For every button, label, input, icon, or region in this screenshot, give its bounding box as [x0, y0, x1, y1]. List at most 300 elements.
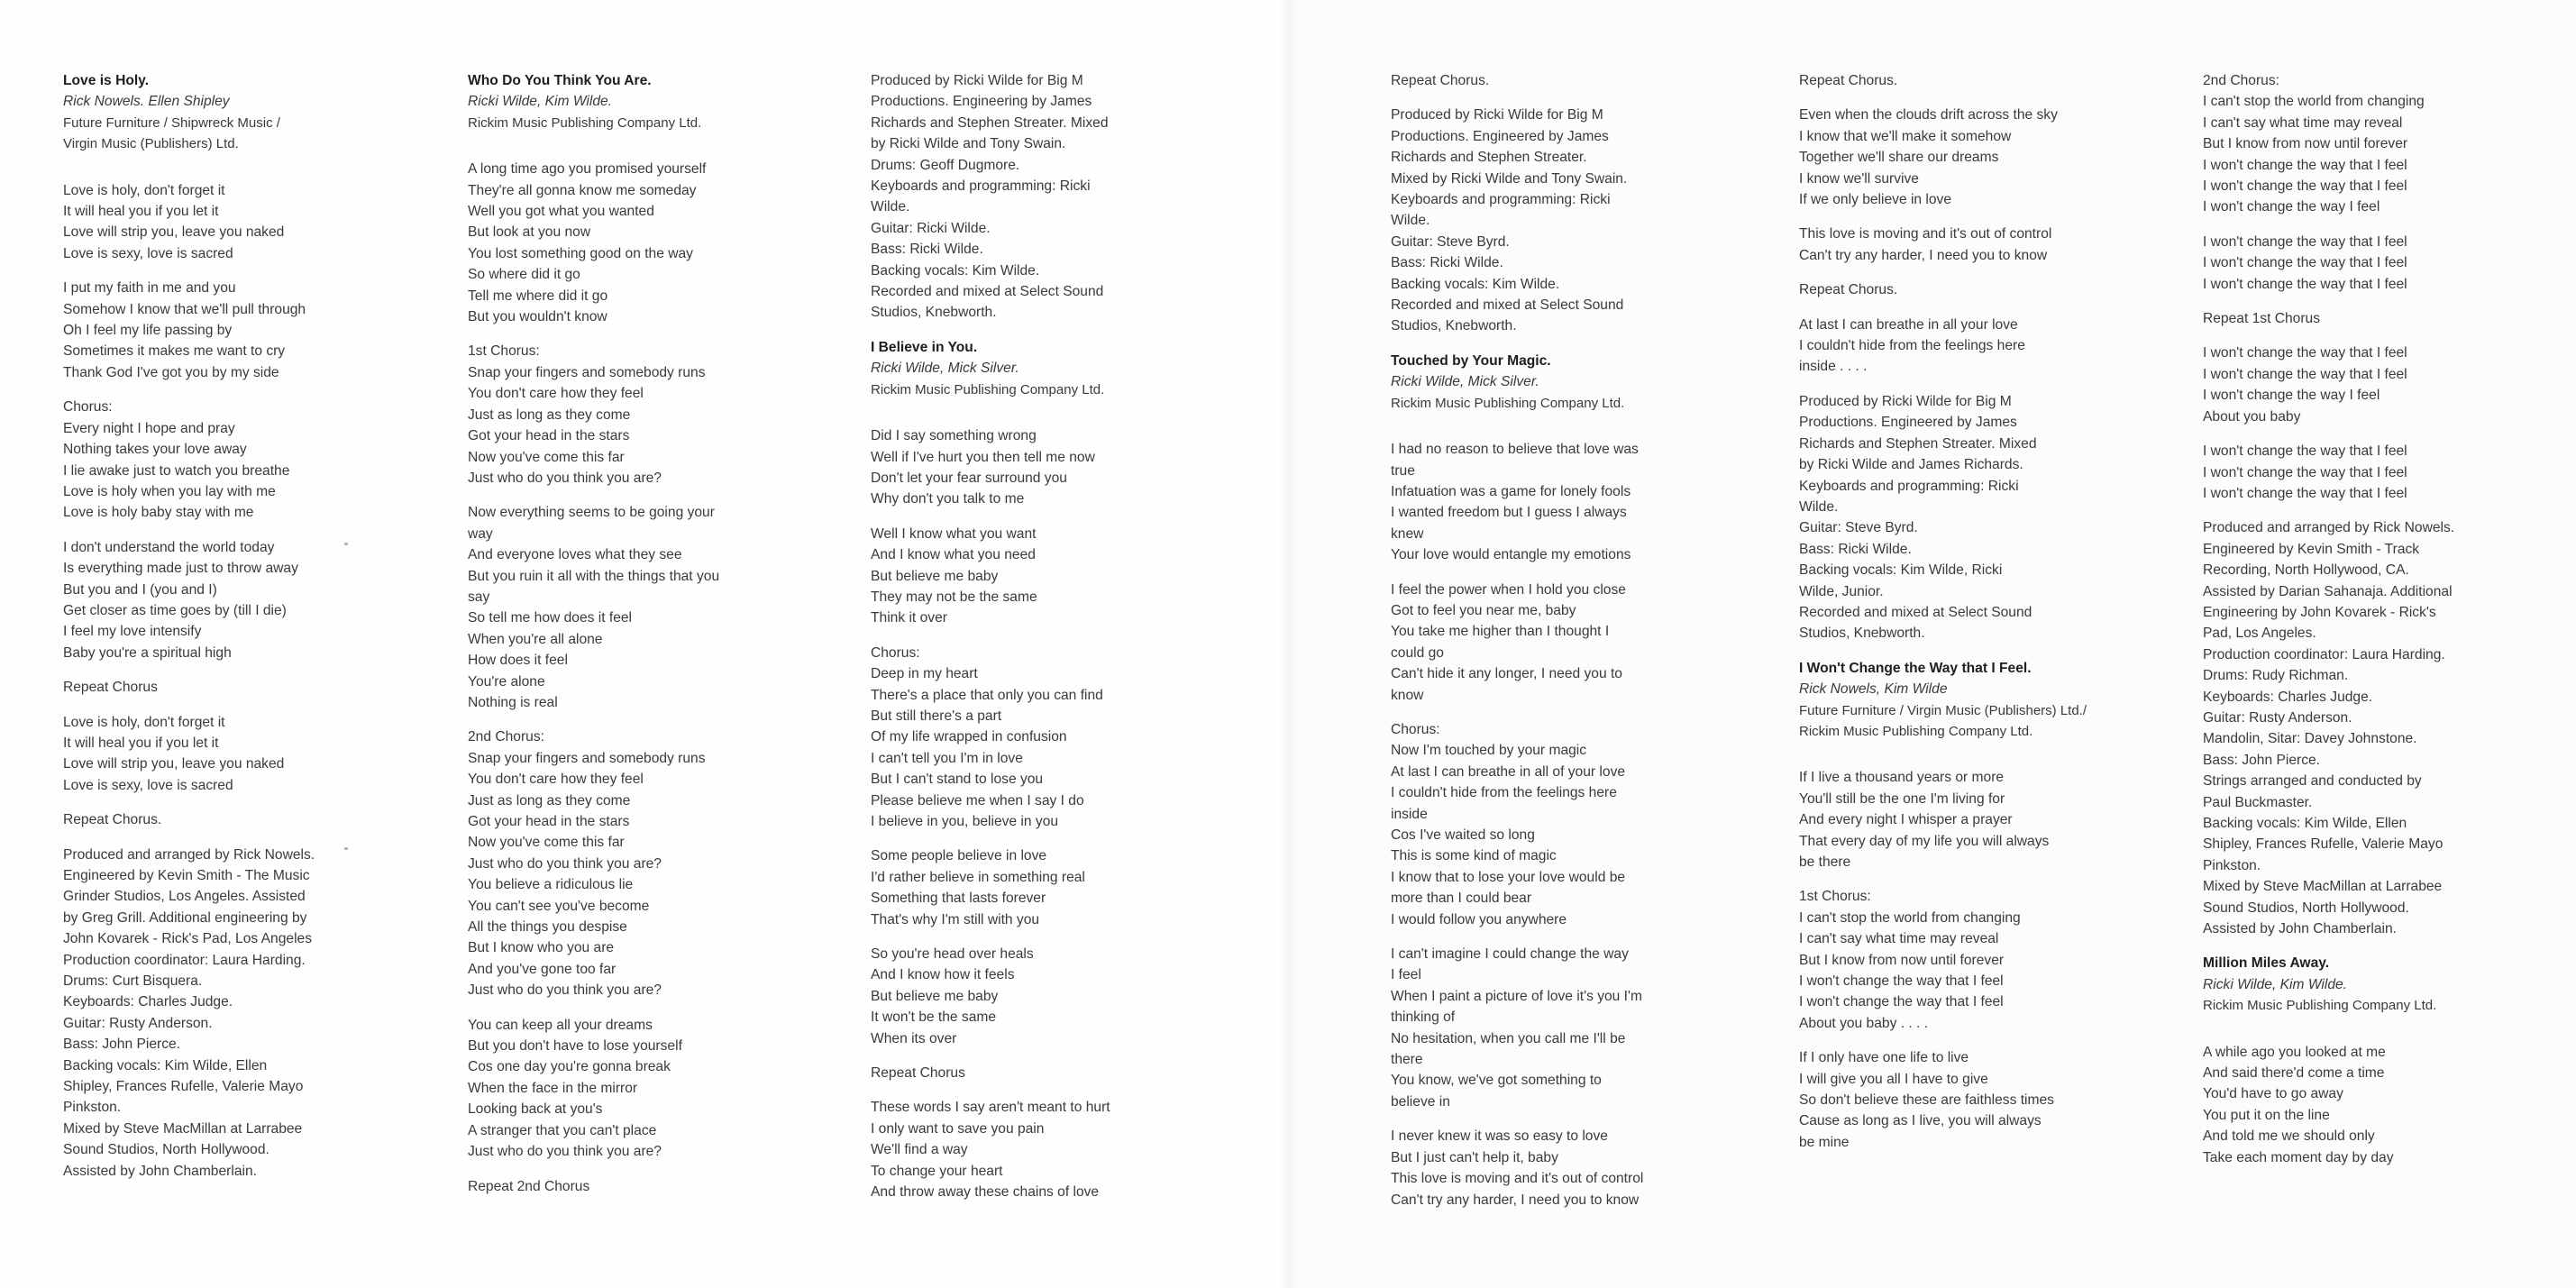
lyric-line: Repeat Chorus [871, 1065, 965, 1082]
lyric-line: Nothing takes your love away [63, 442, 247, 458]
lyric-line: But you ruin it all with the things that you [468, 568, 720, 584]
lyric-line: Wilde, Junior. [1799, 583, 1884, 599]
lyrics-column-6 [2203, 70, 2576, 1168]
stanza-gap [871, 629, 1249, 643]
lyric-line: You know, we've got something to [1391, 1073, 1602, 1089]
song-publisher: Future Furniture / Shipwreck Music / [63, 114, 280, 131]
stanza-gap [468, 133, 846, 159]
lyric-line: And told me we should only [2203, 1128, 2375, 1145]
lyric-line: You can keep all your dreams [468, 1017, 653, 1033]
lyric-line: I put my faith in me and you [63, 280, 236, 297]
lyric-line: Love is holy, don't forget it [63, 714, 225, 730]
stanza-gap [2203, 218, 2576, 232]
lyric-line: Backing vocals: Kim Wilde, Ricki [1799, 562, 2003, 579]
lyric-line: Studios, Knebworth. [871, 305, 997, 321]
stanza-gap [63, 383, 442, 397]
lyric-line: Shipley, Frances Rufelle, Valerie Mayo [2203, 836, 2444, 853]
stanza-gap [468, 327, 846, 341]
lyric-line: Productions. Engineered by James [1391, 128, 1609, 144]
stanza-gap [1799, 742, 2178, 767]
lyric-line: Together we'll share our dreams [1799, 150, 1999, 166]
lyric-line: I will give you all I have to give [1799, 1071, 1988, 1087]
lyric-line: But I just can't help it, baby [1391, 1149, 1558, 1165]
lyric-line: Keyboards and programming: Ricki [871, 178, 1091, 195]
lyric-line: I can't stop the world from changing [1799, 909, 2021, 926]
lyric-line: Bass: Ricki Wilde. [871, 242, 983, 258]
lyric-line: I never knew it was so easy to love [1391, 1128, 1608, 1145]
lyric-line: thinking of [1391, 1009, 1456, 1026]
stanza-gap [1391, 566, 1769, 580]
lyric-line: Wilde. [1391, 213, 1430, 229]
lyric-line: I feel [1391, 967, 1421, 983]
lyric-line: I won't change the way I feel [2203, 199, 2380, 215]
lyric-line: Love is holy, don't forget it [63, 182, 225, 198]
lyric-line: And I know what you need [871, 547, 1036, 563]
lyric-line: Richards and Stephen Streater. [1391, 150, 1587, 166]
lyric-line: Repeat Chorus. [63, 812, 162, 828]
lyric-line: I believe in you, believe in you [871, 814, 1059, 829]
lyric-line: How does it feel [468, 653, 568, 669]
stanza-gap [1799, 91, 2178, 105]
lyric-line: Nothing is real [468, 694, 558, 710]
lyric-line: Just who do you think you are? [468, 470, 662, 486]
stanza-gap [1799, 872, 2178, 886]
lyric-line: Well if I've hurt you then tell me now [871, 449, 1095, 465]
lyric-line: So you're head over heals [871, 946, 1034, 963]
lyric-line: And I know how it feels [871, 967, 1015, 983]
lyric-line: Sound Studios, North Hollywood. [2203, 900, 2409, 916]
stanza-gap [871, 832, 1249, 845]
lyric-line: Can't try any harder, I need you to know [1391, 1192, 1640, 1208]
song-writers: Ricki Wilde, Mick Silver. [871, 361, 1019, 377]
lyric-line: Can't hide it any longer, I need you to [1391, 666, 1622, 682]
lyric-line: It will heal you if you let it [63, 735, 219, 751]
lyric-line: You don't care how they feel [468, 772, 644, 788]
lyric-line: Assisted by John Chamberlain. [63, 1163, 257, 1179]
stanza-gap [2203, 295, 2576, 308]
lyric-line: Now I'm touched by your magic [1391, 743, 1587, 759]
lyric-line: there [1391, 1052, 1423, 1068]
lyric-line: Produced by Ricki Wilde for Big M [1391, 107, 1603, 123]
lyric-line: Wilde. [1799, 498, 1839, 515]
song-publisher: Virgin Music (Publishers) Ltd. [63, 136, 239, 152]
stanza-gap [1391, 337, 1769, 351]
lyric-line: more than I could bear [1391, 891, 1532, 907]
lyric-line: A long time ago you promised yourself [468, 161, 707, 178]
lyric-line: There's a place that only you can find [871, 687, 1103, 703]
song-publisher: Rickim Music Publishing Company Ltd. [1799, 723, 2033, 739]
stanza-gap [2203, 939, 2576, 953]
lyric-line: way [468, 525, 493, 542]
lyric-line: inside . . . . [1799, 359, 1868, 375]
lyric-line: This love is moving and it's out of control [1799, 226, 2052, 242]
lyric-line: I only want to save you pain [871, 1120, 1045, 1137]
lyric-line: Recorded and mixed at Select Sound [1799, 604, 2032, 620]
lyric-line: Can't try any harder, I need you to know [1799, 247, 2048, 263]
lyric-line: Engineered by Kevin Smith - The Music [63, 868, 310, 883]
lyric-line: I can't say what time may reveal [1799, 931, 1999, 947]
lyric-line: I can't tell you I'm in love [871, 750, 1023, 766]
stanza-gap [1799, 266, 2178, 279]
lyric-line: Bass: Ricki Wilde. [1799, 541, 1912, 557]
lyric-line: I can't stop the world from changing [2203, 94, 2425, 110]
song-title: Who Do You Think You Are. [468, 73, 652, 88]
lyrics-column-5 [1799, 70, 2178, 1153]
lyric-line: Pinkston. [2203, 857, 2261, 873]
lyric-line: It will heal you if you let it [63, 204, 219, 220]
lyric-line: Recorded and mixed at Select Sound [1391, 297, 1624, 314]
lyric-line: Got to feel you near me, baby [1391, 602, 1576, 618]
lyric-line: You put it on the line [2203, 1107, 2330, 1123]
lyric-line: This love is moving and it's out of control [1391, 1171, 1644, 1187]
lyric-line: Oh I feel my life passing by [63, 323, 233, 339]
lyric-line: These words I say aren't meant to hurt [871, 1100, 1110, 1116]
lyric-line: To change your heart [871, 1163, 1003, 1179]
lyric-line: It won't be the same [871, 1009, 997, 1026]
lyric-line: Just as long as they come [468, 792, 631, 808]
stanza-gap [1391, 706, 1769, 719]
lyric-line: You don't care how they feel [468, 386, 644, 402]
lyric-line: All the things you despise [468, 919, 627, 936]
lyric-line: Pinkston. [63, 1100, 122, 1116]
stanza-gap [871, 930, 1249, 944]
stanza-gap [2203, 1017, 2576, 1042]
lyric-line: 2nd Chorus: [468, 729, 544, 745]
lyric-line: No hesitation, when you call me I'll be [1391, 1030, 1626, 1046]
lyric-line: Strings arranged and conducted by [2203, 773, 2422, 790]
lyric-line: You believe a ridiculous lie [468, 877, 634, 893]
lyric-line: Repeat 2nd Chorus [468, 1178, 590, 1194]
lyric-line: Chorus: [1391, 721, 1440, 737]
song-title: Million Miles Away. [2203, 955, 2330, 972]
lyric-line: I couldn't hide from the feelings here [1799, 338, 2025, 354]
lyric-line: I won't change the way that I feel [2203, 157, 2407, 173]
lyric-line: They may not be the same [871, 589, 1037, 605]
lyric-line: John Kovarek - Rick's Pad, Los Angeles [63, 931, 313, 947]
lyric-line: I can't say what time may reveal [2203, 114, 2403, 131]
lyric-line: Grinder Studios, Los Angeles. Assisted [63, 889, 306, 905]
lyric-line: Thank God I've got you by my side [63, 364, 279, 380]
lyric-line: Studios, Knebworth. [1391, 318, 1517, 334]
lyric-line: If I live a thousand years or more [1799, 770, 2005, 786]
lyric-line: Chorus: [63, 399, 113, 416]
stanza-gap [63, 155, 442, 180]
lyric-line: But you and I (you and I) [63, 581, 217, 598]
lyric-line: Did I say something wrong [871, 428, 1037, 444]
lyric-line: I won't change the way that I feel [2203, 276, 2407, 292]
song-writers: Rick Nowels. Ellen Shipley [63, 94, 230, 110]
lyric-line: I won't change the way that I feel [2203, 443, 2407, 460]
lyric-line: Just who do you think you are? [468, 982, 662, 999]
lyric-line: Please believe me when I say I do [871, 792, 1084, 808]
stanza-gap [871, 1083, 1249, 1097]
lyric-line: But I know who you are [468, 940, 615, 956]
lyric-line: You're alone [468, 673, 545, 690]
lyric-line: Shipley, Frances Rufelle, Valerie Mayo [63, 1079, 304, 1095]
song-writers: Rick Nowels, Kim Wilde [1799, 681, 1948, 698]
lyric-line: by Greg Grill. Additional engineering by [63, 909, 307, 926]
lyric-line: This is some kind of magic [1391, 848, 1557, 864]
lyrics-column-3 [871, 70, 1249, 1203]
lyric-line: Now everything seems to be going your [468, 505, 715, 521]
lyric-line: Just as long as they come [468, 406, 631, 423]
lyric-line: Drums: Geoff Dugmore. [871, 157, 1020, 173]
lyric-line: About you baby [2203, 408, 2301, 425]
lyric-line: Backing vocals: Kim Wilde, Ellen [63, 1057, 268, 1073]
lyric-line: Drums: Rudy Richman. [2203, 668, 2349, 684]
lyric-line: But I can't stand to lose you [871, 772, 1044, 788]
lyric-line: But you don't have to lose yourself [468, 1038, 682, 1055]
lyric-line: Production coordinator: Laura Harding. [63, 952, 306, 968]
lyric-line: Cos one day you're gonna break [468, 1059, 671, 1075]
lyric-line: Love is sexy, love is sacred [63, 777, 233, 793]
lyric-line: Take each moment day by day [2203, 1149, 2394, 1165]
lyric-line: You take me higher than I thought I [1391, 624, 1610, 640]
lyric-line: Love will strip you, leave you naked [63, 224, 285, 241]
lyric-line: Engineered by Kevin Smith - Track [2203, 541, 2420, 557]
stanza-gap [63, 796, 442, 809]
lyric-line: I know we'll survive [1799, 170, 1919, 187]
lyric-line: Productions. Engineering by James [871, 94, 1092, 110]
lyric-line: Recorded and mixed at Select Sound [871, 284, 1104, 300]
lyric-line: Well you got what you wanted [468, 204, 654, 220]
stanza-gap [871, 510, 1249, 524]
lyric-line: I had no reason to believe that love was [1391, 442, 1639, 458]
lyric-line: Richards and Stephen Streater. Mixed [1799, 435, 2037, 452]
stanza-gap [63, 264, 442, 278]
lyric-line: Produced by Ricki Wilde for Big M [1799, 393, 2012, 409]
lyric-line: But believe me baby [871, 988, 999, 1004]
lyric-line: Wilde. [871, 199, 910, 215]
stanza-gap [1391, 930, 1769, 944]
lyric-line: I won't change the way that I feel [2203, 233, 2407, 250]
lyric-line: I'd rather believe in something real [871, 869, 1085, 885]
lyric-line: Looking back at you's [468, 1101, 603, 1118]
lyric-line: Think it over [871, 610, 947, 626]
lyric-line: Snap your fingers and somebody runs [468, 364, 706, 380]
lyric-line: But believe me baby [871, 568, 999, 584]
lyric-line: I won't change the way that I feel [1799, 994, 2004, 1010]
lyric-line: 1st Chorus: [1799, 889, 1871, 905]
song-writers: Ricki Wilde, Kim Wilde. [468, 94, 613, 110]
lyric-line: by Ricki Wilde and James Richards. [1799, 457, 2023, 473]
lyric-line: Baby you're a spiritual high [63, 644, 232, 661]
lyric-line: Some people believe in love [871, 848, 1047, 864]
stanza-gap [63, 699, 442, 712]
lyric-line: Cause as long as I live, you will always [1799, 1113, 2042, 1129]
lyric-line: We'll find a way [871, 1142, 968, 1158]
lyric-line: When its over [871, 1030, 957, 1046]
lyric-line: know [1391, 687, 1424, 703]
lyric-line: Every night I hope and pray [63, 420, 235, 436]
lyric-line: Of my life wrapped in confusion [871, 729, 1067, 745]
lyric-line: Backing vocals: Kim Wilde. [871, 262, 1040, 279]
lyric-line: Repeat 1st Chorus [2203, 311, 2321, 327]
lyric-line: could go [1391, 644, 1444, 661]
lyric-line: by Ricki Wilde and Tony Swain. [871, 136, 1066, 152]
lyric-line: Even when the clouds drift across the sky [1799, 107, 2058, 123]
lyric-line: Love is holy baby stay with me [63, 505, 254, 521]
lyric-line: Sound Studios, North Hollywood. [63, 1142, 269, 1158]
lyric-line: Mixed by Steve MacMillan at Larrabee [63, 1120, 303, 1137]
lyric-line: I won't change the way that I feel [2203, 345, 2407, 361]
stanza-gap [1391, 414, 1769, 439]
stanza-gap [1799, 378, 2178, 391]
lyric-line: Produced by Ricki Wilde for Big M [871, 73, 1083, 88]
lyric-line: Now you've come this far [468, 449, 625, 465]
lyric-line: So tell me how does it feel [468, 610, 633, 626]
lyric-line: I lie awake just to watch you breathe [63, 462, 290, 479]
lyric-line: Chorus: [871, 644, 920, 661]
lyric-line: Drums: Curt Bisquera. [63, 973, 203, 990]
lyric-line: But look at you now [468, 224, 591, 241]
lyric-line: Love is holy when you lay with me [63, 483, 276, 499]
lyric-line: Keyboards: Charles Judge. [63, 994, 233, 1010]
lyrics-column-1 [63, 70, 442, 1182]
lyric-line: I won't change the way that I feel [2203, 178, 2407, 195]
lyrics-column-4 [1391, 70, 1769, 1210]
lyric-line: I won't change the way I feel [2203, 388, 2380, 404]
lyric-line: Is everything made just to throw away [63, 561, 298, 577]
lyric-line: That's why I'm still with you [871, 911, 1040, 927]
stanza-gap [1799, 301, 2178, 315]
lyric-line: Backing vocals: Kim Wilde. [1391, 276, 1560, 292]
stanza-gap [468, 489, 846, 502]
lyric-line: I feel the power when I hold you close [1391, 581, 1626, 598]
lyric-line: So where did it go [468, 267, 580, 283]
lyric-line: Bass: John Pierce. [63, 1037, 181, 1053]
lyric-line: Repeat Chorus. [1391, 73, 1490, 88]
stanza-gap [1799, 210, 2178, 224]
print-mark [344, 847, 348, 850]
lyric-line: Why don't you talk to me [871, 491, 1025, 507]
stanza-gap [871, 1049, 1249, 1063]
lyric-line: When you're all alone [468, 631, 603, 647]
lyric-line: Mandolin, Sitar: Davey Johnstone. [2203, 731, 2417, 747]
lyric-line: say [468, 589, 490, 605]
song-title: I Believe in You. [871, 339, 978, 355]
lyric-line: I would follow you anywhere [1391, 911, 1567, 927]
stanza-gap [1391, 1112, 1769, 1126]
song-title: Love is Holy. [63, 73, 150, 88]
lyric-line: And everyone loves what they see [468, 547, 682, 563]
song-title: Touched by Your Magic. [1391, 352, 1551, 369]
stanza-gap [871, 324, 1249, 337]
lyric-line: Got your head in the stars [468, 814, 630, 829]
lyric-line: Mixed by Ricki Wilde and Tony Swain. [1391, 170, 1628, 187]
lyric-line: Recording, North Hollywood, CA. [2203, 562, 2409, 579]
lyric-line: Guitar: Rusty Anderson. [2203, 709, 2352, 726]
lyric-line: Backing vocals: Kim Wilde, Ellen [2203, 816, 2407, 831]
print-mark [344, 543, 348, 545]
lyric-line: I can't imagine I could change the way [1391, 946, 1629, 963]
lyric-line: A stranger that you can't place [468, 1122, 657, 1138]
lyric-line: Keyboards: Charles Judge. [2203, 689, 2373, 705]
lyrics-column-2 [468, 70, 846, 1197]
lyric-line: About you baby . . . . [1799, 1015, 1929, 1031]
lyric-line: Production coordinator: Laura Harding. [2203, 646, 2445, 662]
lyric-line: And said there'd come a time [2203, 1065, 2385, 1082]
stanza-gap [1799, 1034, 2178, 1047]
lyric-line: Got your head in the stars [468, 428, 630, 444]
stanza-gap [2203, 427, 2576, 441]
song-title: I Won't Change the Way that I Feel. [1799, 660, 2032, 676]
lyric-line: Pad, Los Angeles. [2203, 626, 2316, 642]
lyric-line: Just who do you think you are? [468, 855, 662, 872]
lyric-line: I couldn't hide from the feelings here [1391, 785, 1617, 801]
lyric-line: When the face in the mirror [468, 1080, 638, 1096]
lyric-line: But still there's a part [871, 708, 1002, 724]
lyric-line: be mine [1799, 1134, 1850, 1150]
lyric-line: Sometimes it makes me want to cry [63, 343, 286, 360]
lyric-line: Something that lasts forever [871, 891, 1046, 907]
song-publisher: Future Furniture / Virgin Music (Publishers) Ltd./ [1799, 702, 2087, 718]
lyric-line: Guitar: Steve Byrd. [1799, 520, 1918, 536]
lyric-line: Mixed by Steve MacMillan at Larrabee [2203, 879, 2443, 895]
lyric-line: I feel my love intensify [63, 624, 202, 640]
lyric-line: I don't understand the world today [63, 539, 275, 555]
stanza-gap [2203, 504, 2576, 517]
lyric-line: Repeat Chorus [63, 680, 158, 696]
lyric-line: Your love would entangle my emotions [1391, 547, 1631, 563]
lyric-line: You lost something good on the way [468, 245, 693, 261]
lyric-line: I won't change the way that I feel [2203, 464, 2407, 480]
lyric-line: Produced and arranged by Rick Nowels. [2203, 520, 2455, 536]
lyric-line: I won't change the way that I feel [2203, 366, 2407, 382]
lyric-line: Now you've come this far [468, 835, 625, 851]
song-publisher: Rickim Music Publishing Company Ltd. [468, 114, 702, 131]
lyric-line: At last I can breathe in all of your love [1391, 763, 1626, 780]
song-publisher: Rickim Music Publishing Company Ltd. [2203, 998, 2437, 1014]
lyric-line: I won't change the way that I feel [2203, 255, 2407, 271]
lyric-line: Tell me where did it go [468, 288, 608, 304]
lyric-line: Bass: Ricki Wilde. [1391, 255, 1503, 271]
lyric-line: Repeat Chorus. [1799, 282, 1898, 298]
song-writers: Ricki Wilde, Kim Wilde. [2203, 976, 2348, 992]
lyric-line: Guitar: Steve Byrd. [1391, 233, 1510, 250]
lyric-line: Assisted by John Chamberlain. [2203, 921, 2397, 937]
lyric-line: Guitar: Rusty Anderson. [63, 1015, 213, 1031]
lyric-line: Snap your fingers and somebody runs [468, 750, 706, 766]
stanza-gap [1799, 644, 2178, 658]
lyric-line: Paul Buckmaster. [2203, 794, 2313, 810]
stanza-gap [2203, 329, 2576, 343]
lyric-line: believe in [1391, 1093, 1450, 1110]
lyric-line: So don't believe these are faithless times [1799, 1092, 2054, 1109]
page-fold [1280, 0, 1296, 1288]
stanza-gap [63, 524, 442, 537]
lyric-line: At last I can breathe in all your love [1799, 316, 2018, 333]
lyric-line: You'd have to go away [2203, 1086, 2343, 1102]
lyric-line: That every day of my life you will always [1799, 833, 2050, 849]
lyric-line: I know that to lose your love would be [1391, 869, 1626, 885]
lyric-line: But you wouldn't know [468, 309, 607, 325]
lyric-line: When I paint a picture of love it's you I'm [1391, 988, 1642, 1004]
lyric-line: I won't change the way that I feel [2203, 485, 2407, 501]
lyric-line: inside [1391, 806, 1428, 822]
lyric-line: Assisted by Darian Sahanaja. Additional [2203, 583, 2453, 599]
song-publisher: Rickim Music Publishing Company Ltd. [871, 381, 1105, 397]
lyric-line: Just who do you think you are? [468, 1144, 662, 1160]
lyric-line: Don't let your fear surround you [871, 470, 1067, 486]
stanza-gap [1391, 91, 1769, 105]
stanza-gap [63, 663, 442, 677]
lyric-line: Deep in my heart [871, 666, 978, 682]
lyric-line: Engineering by John Kovarek - Rick's [2203, 604, 2436, 620]
lyric-line: But I know from now until forever [2203, 136, 2408, 152]
lyric-line: Cos I've waited so long [1391, 827, 1535, 843]
lyric-line: 2nd Chorus: [2203, 73, 2279, 88]
